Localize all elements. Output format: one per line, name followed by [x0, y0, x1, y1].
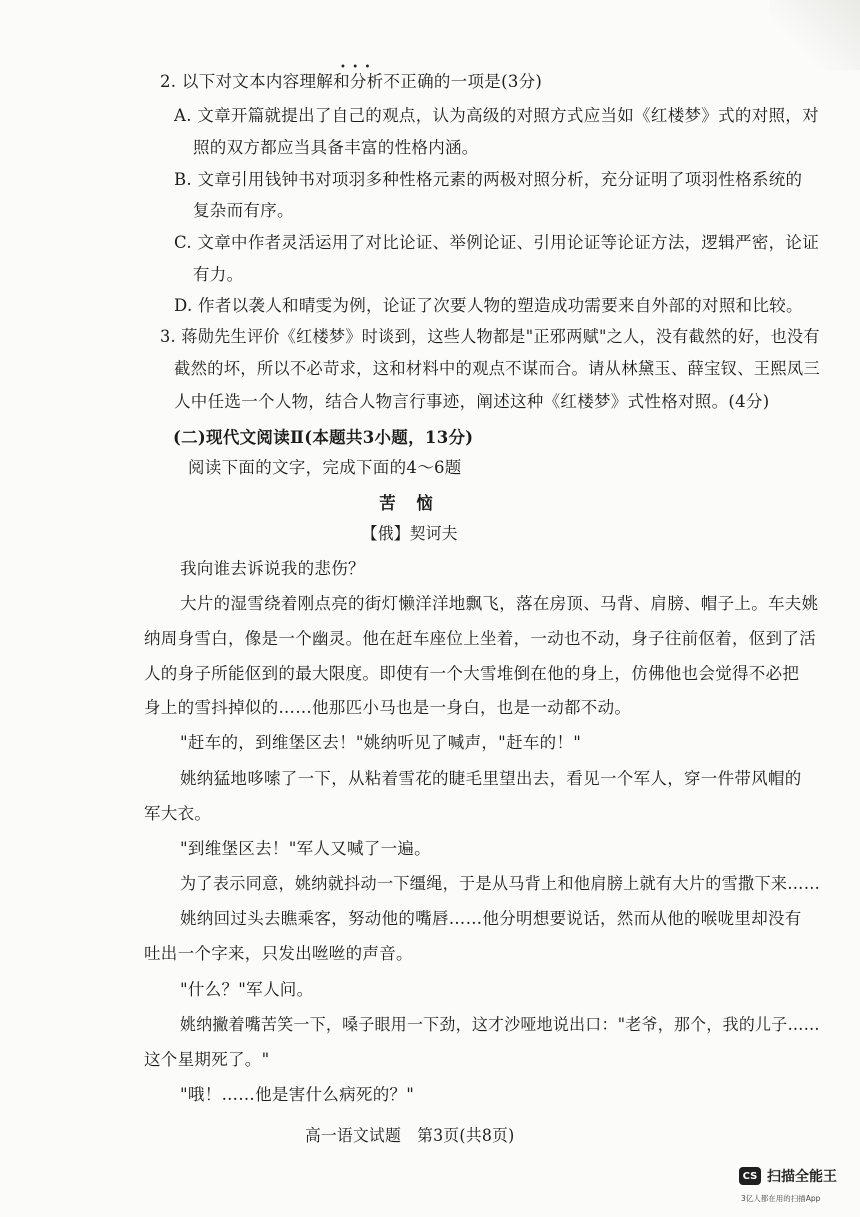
story-paragraph-4-line-2: 军大衣。 [144, 804, 212, 823]
story-paragraph-6: 为了表示同意，姚纳就抖动一下缰绳，于是从马背上和他肩膀上就有大片的雪撒下来…… [180, 874, 821, 893]
option-b-line-2: 复杂而有序。 [193, 201, 294, 220]
watermark-tagline: 3亿人都在用的扫描App [741, 1194, 821, 1203]
section-instruction: 阅读下面的文字，完成下面的4～6题 [188, 458, 462, 477]
story-paragraph-9-line-2: 这个星期死了。" [144, 1050, 270, 1069]
story-paragraph-2-line-4: 身上的雪抖掉似的……他那匹小马也是一身白，也是一动都不动。 [144, 698, 632, 717]
story-paragraph-8: "什么？"军人问。 [180, 980, 314, 999]
watermark-app-name: 扫描全能王 [767, 1169, 837, 1185]
option-c-line-2: 有力。 [193, 265, 244, 284]
story-paragraph-2-line-1: 大片的湿雪绕着刚点亮的街灯懒洋洋地飘飞，落在房顶、马背、肩膀、帽子上。车夫姚 [180, 594, 819, 613]
camscanner-logo-icon: CS [739, 1167, 761, 1185]
scanner-watermark [739, 1166, 837, 1186]
option-a-line-2: 照的双方都应当具备丰富的性格内涵。 [193, 138, 479, 157]
story-paragraph-10: "哦！……他是害什么病死的？" [180, 1085, 415, 1104]
option-c-line-1: C. 文章中作者灵活运用了对比论证、举例论证、引用论证等论证方法，逻辑严密，论证 [174, 233, 820, 252]
question-3-line-2: 截然的坏，所以不必苛求，这和材料中的观点不谋而合。请从林黛玉、薛宝钗、王熙凤三 [174, 359, 821, 378]
story-title: 苦 恼 [379, 494, 441, 514]
page-footer: 高一语文试题 第3页(共8页) [305, 1126, 515, 1145]
page-corner-shadow [770, 0, 860, 70]
story-paragraph-5: "到维堡区去！"军人又喊了一遍。 [180, 839, 431, 858]
option-a-line-1: A. 文章开篇就提出了自己的观点，认为高级的对照方式应当如《红楼梦》式的对照，对 [174, 106, 819, 125]
story-paragraph-2-line-3: 人的身子所能伛到的最大限度。即使有一个大雪堆倒在他的身上，仿佛他也会觉得不必把 [144, 664, 800, 683]
story-paragraph-1: 我向谁去诉说我的悲伤？ [180, 559, 365, 578]
story-author: 【俄】契诃夫 [361, 524, 458, 543]
story-paragraph-2-line-2: 纳周身雪白，像是一个幽灵。他在赶车座位上坐着，一动也不动，身子往前伛着，伛到了活 [144, 629, 816, 648]
story-paragraph-4-line-1: 姚纳猛地哆嗦了一下，从粘着雪花的睫毛里望出去，看见一个军人，穿一件带风帽的 [180, 769, 802, 788]
question-2-stem: 2. 以下对文本内容理解和分析不正确的一项是(3分) [160, 72, 543, 91]
section-heading: (二)现代文阅读Ⅱ(本题共3小题，13分) [173, 428, 474, 447]
option-b-line-1: B. 文章引用钱钟书对项羽多种性格元素的两极对照分析，充分证明了项羽性格系统的 [174, 170, 803, 189]
question-3-line-1: 3. 蒋勋先生评价《红楼梦》时谈到，这些人物都是"正邪两赋"之人，没有截然的好，也没有 [160, 327, 820, 346]
question-3-line-3: 人中任选一个人物，结合人物言行事迹，阐述这种《红楼梦》式性格对照。(4分) [174, 392, 770, 411]
emphasis-dots: • • • [340, 62, 371, 73]
story-paragraph-7-line-1: 姚纳回过头去瞧乘客，努动他的嘴唇……他分明想要说话，然而从他的喉咙里却没有 [180, 909, 802, 928]
story-paragraph-3: "赶车的，到维堡区去！"姚纳听见了喊声，"赶车的！" [180, 733, 582, 752]
story-paragraph-9-line-1: 姚纳撇着嘴苦笑一下，嗓子眼用一下劲，这才沙哑地说出口："老爷，那个，我的儿子…… [180, 1015, 820, 1034]
story-paragraph-7-line-2: 吐出一个字来，只发出咝咝的声音。 [144, 944, 413, 963]
option-d-line-1: D. 作者以袭人和晴雯为例，论证了次要人物的塑造成功需要来自外部的对照和比较。 [174, 296, 803, 315]
